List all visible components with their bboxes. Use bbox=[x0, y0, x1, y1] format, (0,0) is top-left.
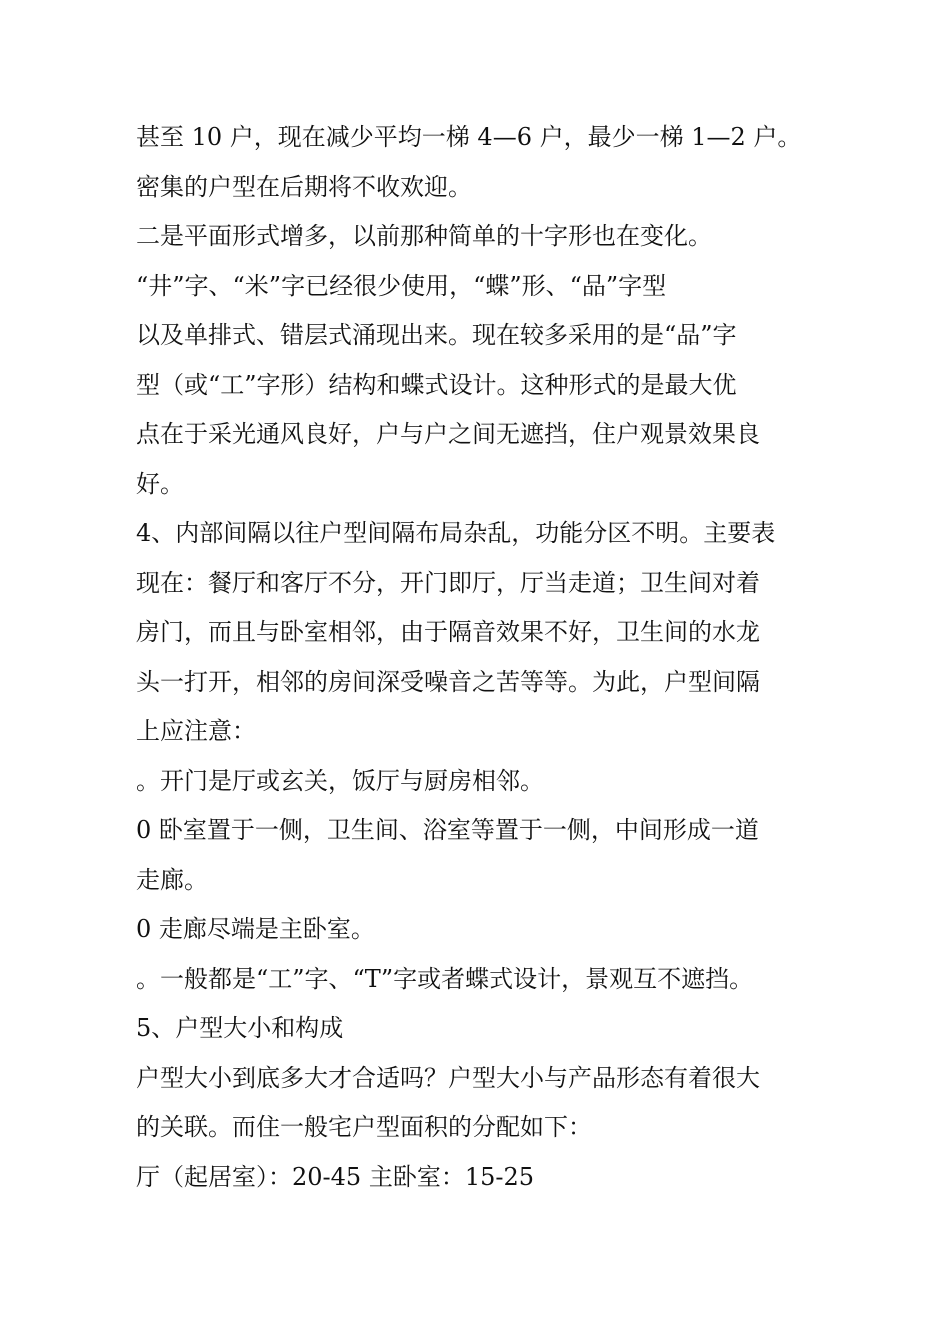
text-line: 点在于采光通风良好，户与户之间无遮挡，住户观景效果良 bbox=[136, 420, 760, 448]
text-line: 厅（起居室）：20-45 主卧室：15-25 bbox=[136, 1162, 535, 1191]
list-item: 。开门是厅或玄关，饭厅与厨房相邻。 bbox=[136, 766, 544, 795]
text-line: 以及单排式、错层式涌现出来。现在较多采用的是“品”字 bbox=[136, 321, 737, 349]
text-line: 密集的户型在后期将不收欢迎。 bbox=[136, 172, 472, 201]
text-line: 走廊。 bbox=[136, 865, 208, 894]
text-line: 户型大小到底多大才合适吗？户型大小与产品形态有着很大 bbox=[136, 1063, 760, 1092]
text-line: 二是平面形式增多，以前那种简单的十字形也在变化。 bbox=[136, 222, 712, 250]
list-item: 0 卧室置于一侧，卫生间、浴室等置于一侧，中间形成一道 bbox=[136, 816, 759, 844]
text-line: 上应注意： bbox=[136, 717, 256, 745]
text-line: 现在：餐厅和客厅不分，开门即厅，厅当走道；卫生间对着 bbox=[136, 568, 760, 597]
text-line: 头一打开，相邻的房间深受噪音之苦等等。为此，户型间隔 bbox=[136, 667, 760, 696]
list-item: 。一般都是“工”字、“T”字或者蝶式设计，景观互不遮挡。 bbox=[136, 964, 754, 993]
body-text bbox=[136, 113, 916, 1202]
list-item: 0 走廊尽端是主卧室。 bbox=[136, 915, 375, 943]
text-line: 甚至 10 户，现在减少平均一梯 4—6 户，最少一梯 1—2 户。 bbox=[136, 123, 802, 151]
text-line: 房门，而且与卧室相邻，由于隔音效果不好，卫生间的水龙 bbox=[136, 618, 760, 646]
text-line: 型（或“工”字形）结构和蝶式设计。这种形式的是最大优 bbox=[136, 370, 737, 399]
section-heading: 5、户型大小和构成 bbox=[136, 1014, 344, 1042]
section-heading: 4、内部间隔以往户型间隔布局杂乱，功能分区不明。主要表 bbox=[136, 519, 776, 547]
text-line: 的关联。而住一般宅户型面积的分配如下： bbox=[136, 1113, 592, 1141]
text-line: “井”字、“米”字已经很少使用，“蝶”形、“品”字型 bbox=[136, 271, 667, 300]
text-line: 好。 bbox=[136, 469, 184, 498]
